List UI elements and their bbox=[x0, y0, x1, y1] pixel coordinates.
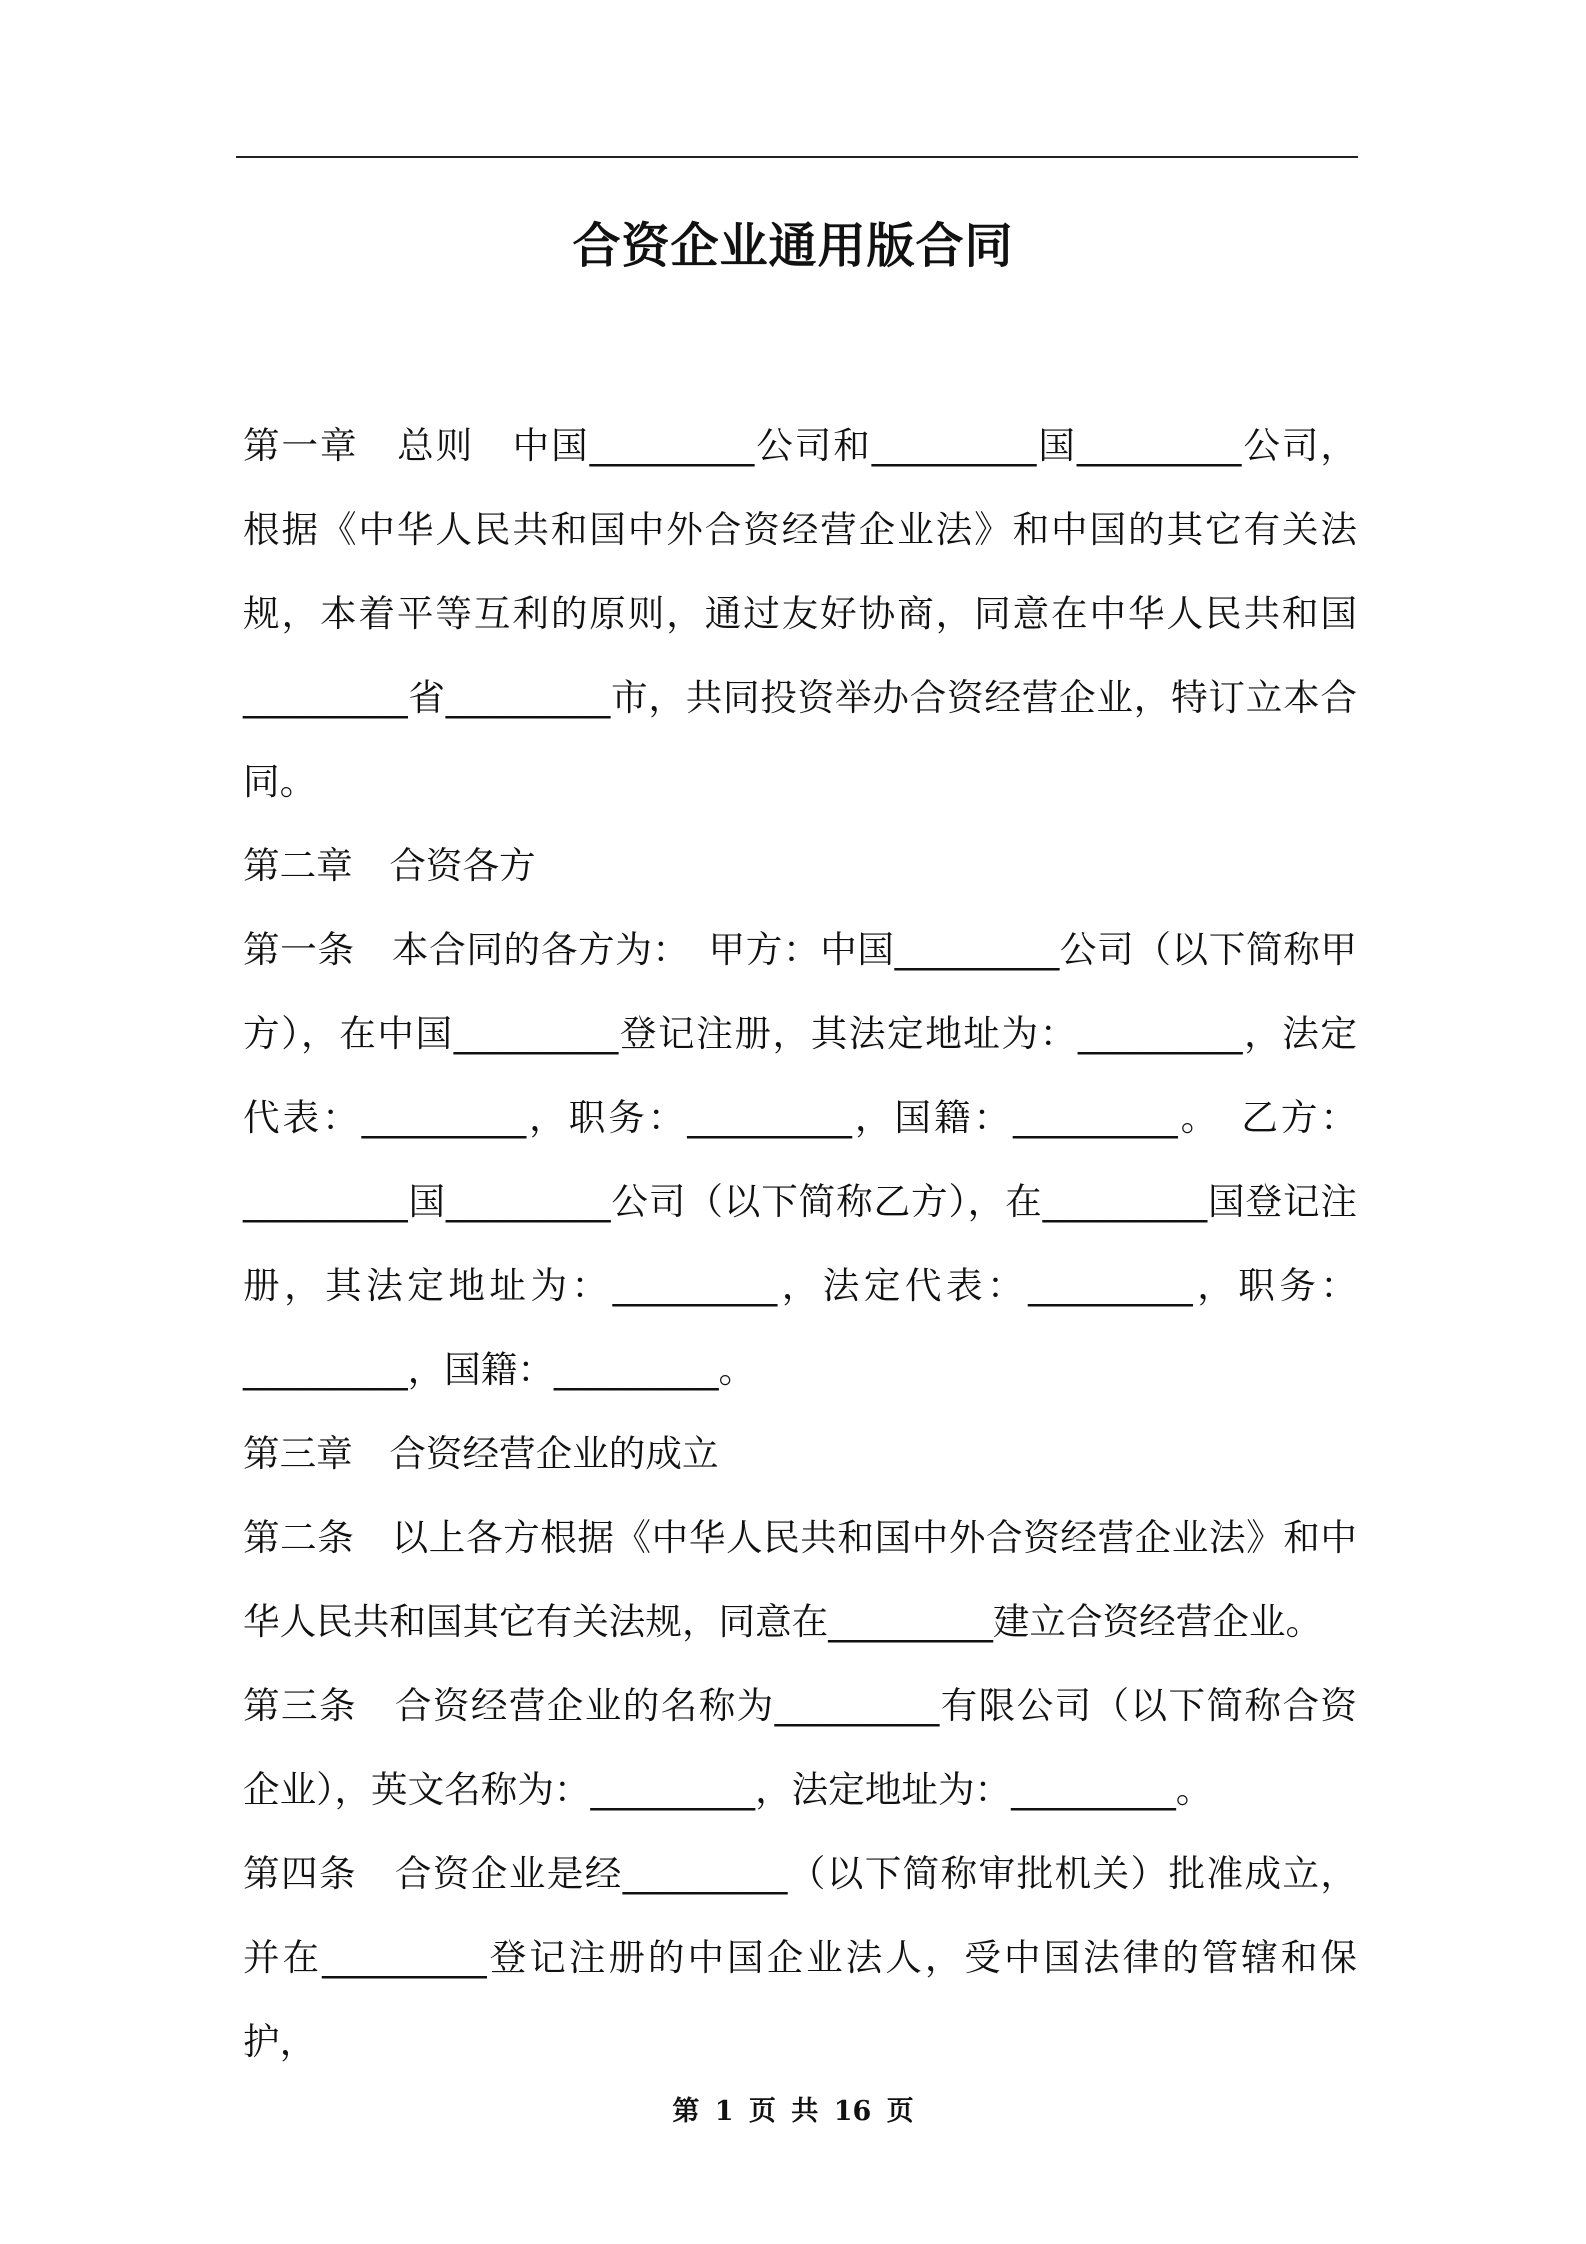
paragraph-chapter-1: 第一章 总则 中国_________公司和_________国_________公司，根据《中华人民共和国中外合资经营企业法》和中国的其它有关法规，本着平等互利的原则，通过友好协商，同意在中华人民共和国_________省_________市，共同投资举办合资经营企业，特订立本合同。 bbox=[243, 424, 1357, 803]
header-rule bbox=[236, 156, 1358, 158]
heading-chapter-2: 第二章 合资各方 bbox=[243, 844, 536, 887]
heading-chapter-3: 第三章 合资经营企业的成立 bbox=[243, 1432, 719, 1475]
paragraph-article-2: 第二条 以上各方根据《中华人民共和国中外合资经营企业法》和中华人民共和国其它有关法规，同意在_________建立合资经营企业。 bbox=[243, 1516, 1357, 1643]
paragraph-article-1: 第一条 本合同的各方为： 甲方：中国_________公司（以下简称甲方），在中国_________登记注册，其法定地址为：_________，法定代表：_________，职务：_________，国籍：_________。 乙方：_________国_________公司（以下简称乙方），在_________国登记注册，其法定地址为：_________，法定代表：_________，职务：_________，国籍：_________。 bbox=[243, 928, 1357, 1391]
paragraph-article-3: 第三条 合资经营企业的名称为_________有限公司（以下简称合资企业），英文名称为：_________，法定地址为：_________。 bbox=[243, 1684, 1357, 1811]
paragraph-article-4: 第四条 合资企业是经_________（以下简称审批机关）批准成立，并在_________登记注册的中国企业法人，受中国法律的管辖和保护， bbox=[243, 1852, 1357, 2063]
document-body bbox=[243, 404, 1357, 2084]
document-title: 合资企业通用版合同 bbox=[572, 218, 1014, 274]
page-footer: 第 1 页 共 16 页 bbox=[672, 2096, 914, 2127]
